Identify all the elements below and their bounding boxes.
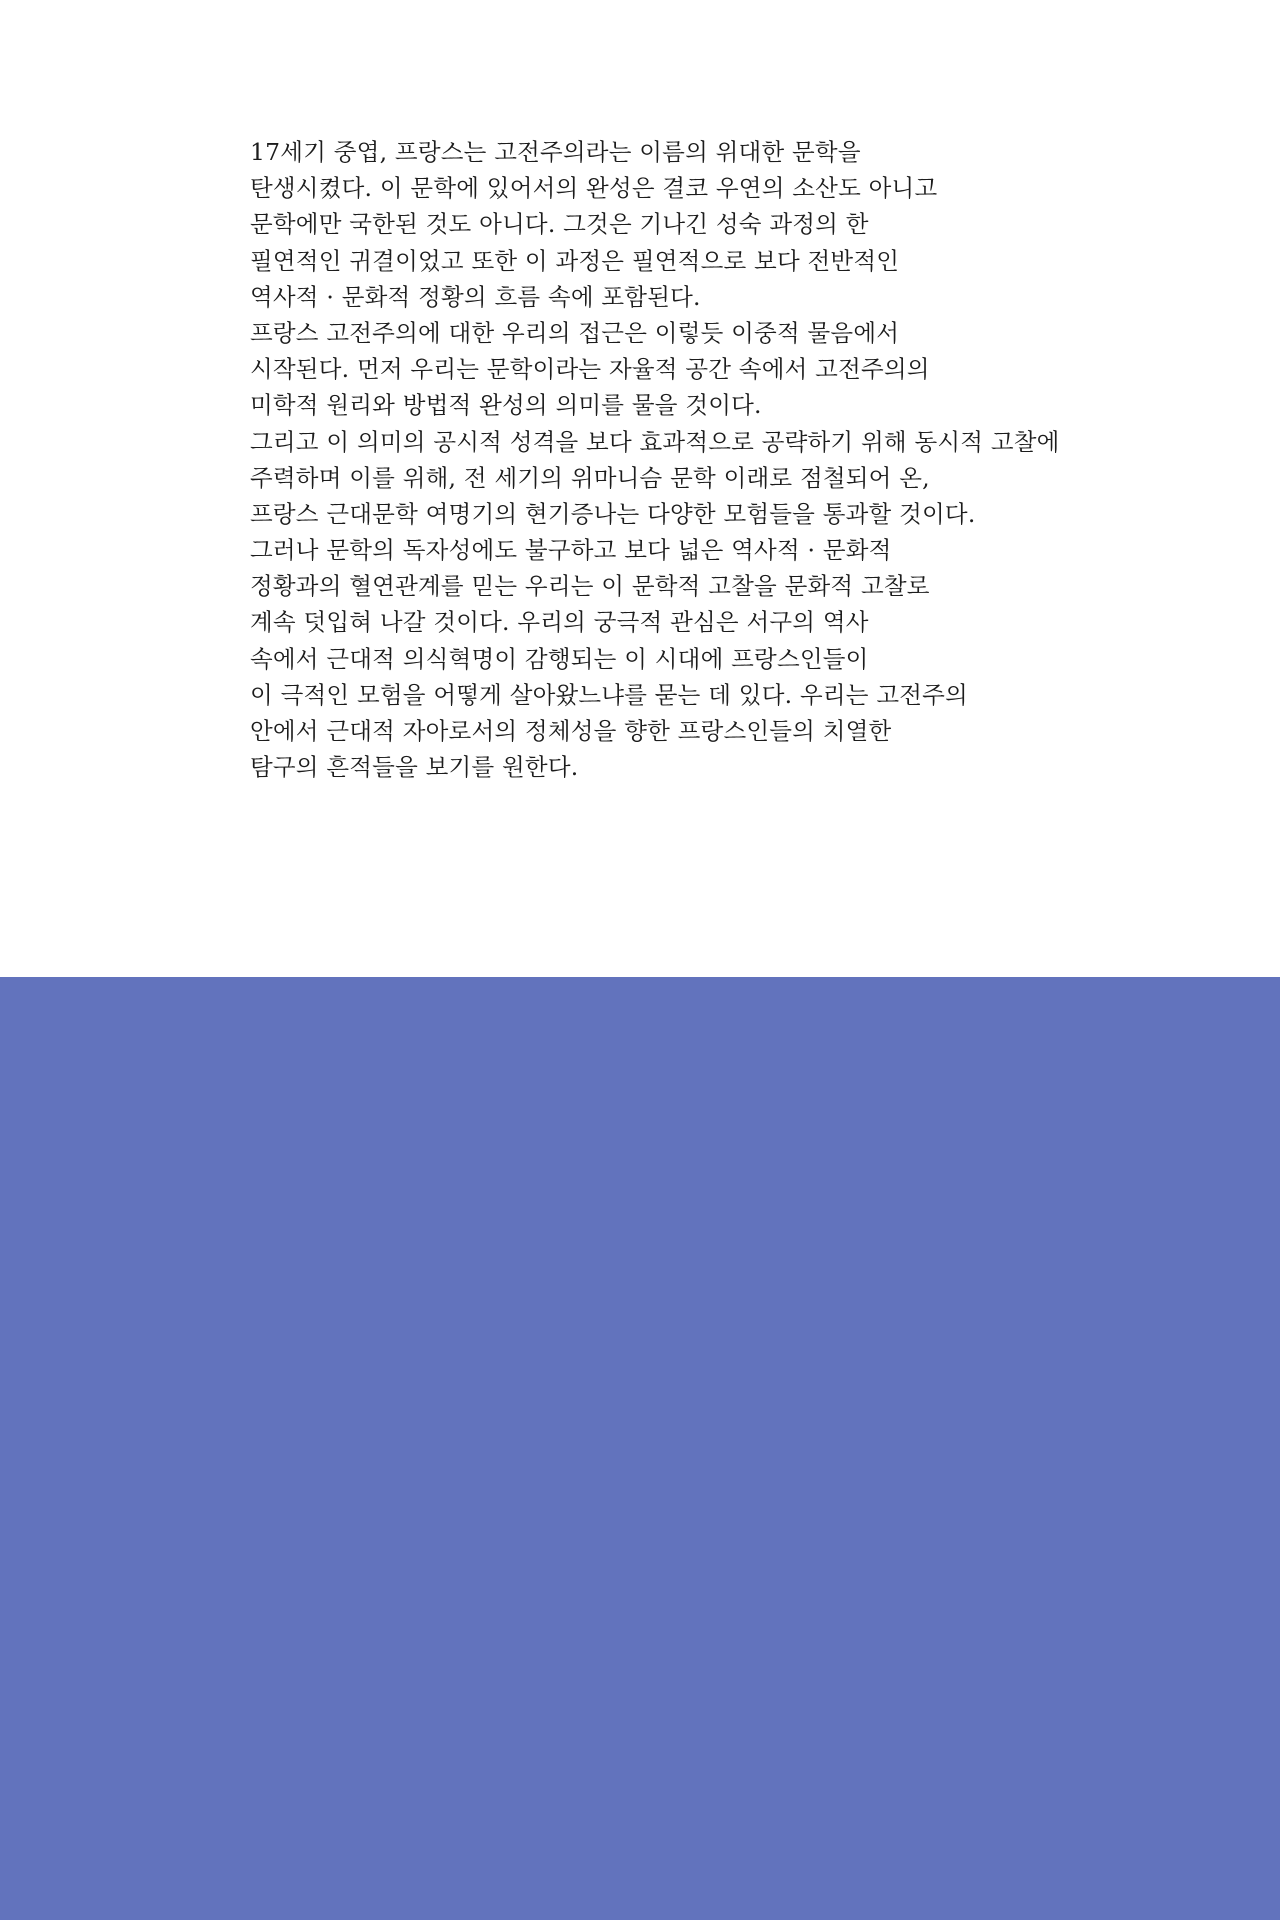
blurb-line: 시작된다. 먼저 우리는 문학이라는 자율적 공간 속에서 고전주의의: [250, 355, 930, 384]
blurb-line: 이 극적인 모험을 어떻게 살아왔느냐를 묻는 데 있다. 우리는 고전주의: [250, 680, 968, 709]
blurb-line: 프랑스 고전주의에 대한 우리의 접근은 이렇듯 이중적 물음에서: [250, 318, 900, 347]
color-block-panel: [0, 977, 1280, 1920]
blurb-line: 역사적 · 문화적 정황의 흐름 속에 포함된다.: [250, 282, 701, 311]
blurb-line: 필연적인 귀결이었고 또한 이 과정은 필연적으로 보다 전반적인: [250, 246, 900, 275]
blurb-line: 문학에만 국한된 것도 아니다. 그것은 기나긴 성숙 과정의 한: [250, 210, 869, 239]
blurb-line: 계속 덧입혀 나갈 것이다. 우리의 궁극적 관심은 서구의 역사: [250, 608, 869, 637]
blurb-line: 탄생시켰다. 이 문학에 있어서의 완성은 결코 우연의 소산도 아니고: [250, 174, 938, 203]
blurb-line: 미학적 원리와 방법적 완성의 의미를 물을 것이다.: [250, 391, 762, 420]
blurb-line: 속에서 근대적 의식혁명이 감행되는 이 시대에 프랑스인들이: [250, 644, 869, 673]
blurb-line: 17세기 중엽, 프랑스는 고전주의라는 이름의 위대한 문학을: [250, 138, 861, 166]
blurb-line: 주력하며 이를 위해, 전 세기의 위마니슴 문학 이래로 점철되어 온,: [250, 463, 930, 492]
blurb-line: 탐구의 흔적들을 보기를 원한다.: [250, 753, 579, 782]
blurb-line: 그리고 이 의미의 공시적 성격을 보다 효과적으로 공략하기 위해 동시적 고찰에: [250, 427, 1060, 456]
blurb-line: 그러나 문학의 독자성에도 불구하고 보다 넓은 역사적 · 문화적: [250, 536, 892, 565]
blurb-line: 프랑스 근대문학 여명기의 현기증나는 다양한 모험들을 통과할 것이다.: [250, 499, 976, 528]
blurb-line: 안에서 근대적 자아로서의 정체성을 향한 프랑스인들의 치열한: [250, 717, 892, 745]
cover-blurb: [250, 134, 1120, 785]
blurb-line: 정황과의 혈연관계를 믿는 우리는 이 문학적 고찰을 문화적 고찰로: [250, 572, 930, 601]
